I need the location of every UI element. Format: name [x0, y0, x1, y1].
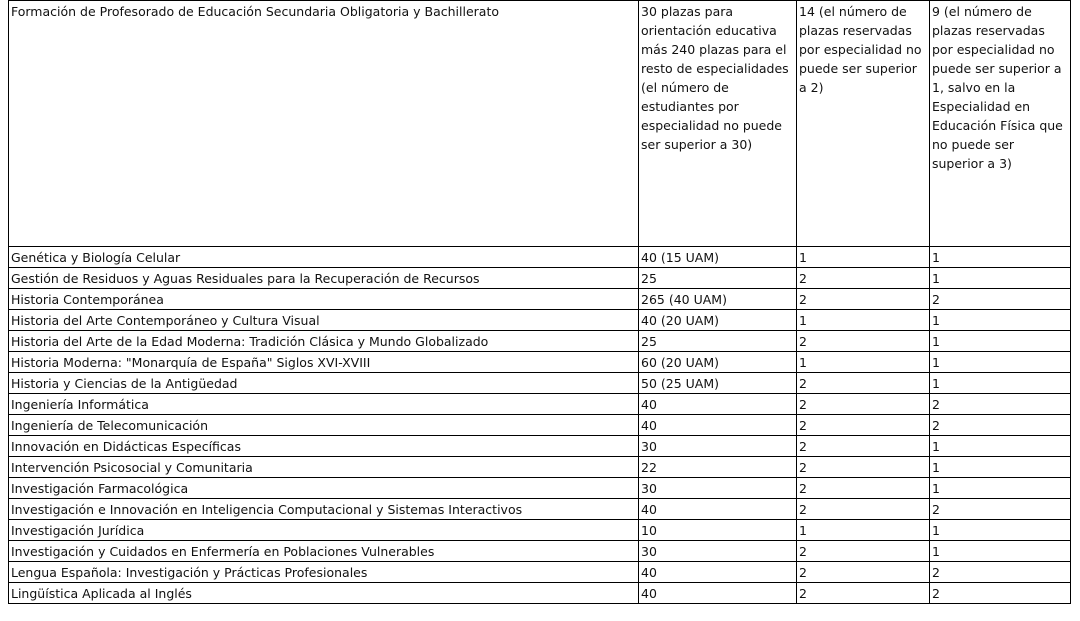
table-row	[9, 457, 1071, 478]
reserved-b-cell: 2	[930, 394, 1071, 415]
reserved-b-cell: 2	[930, 562, 1071, 583]
reserved-a-cell: 2	[797, 457, 930, 478]
reserved-a-cell: 1	[797, 520, 930, 541]
table-row	[9, 373, 1071, 394]
plazas-cell: 50 (25 UAM)	[639, 373, 797, 394]
plazas-cell: 10	[639, 520, 797, 541]
reserved-b-cell: 1	[930, 268, 1071, 289]
table-row	[9, 583, 1071, 604]
degree-name-cell: Lengua Española: Investigación y Prácticas Profesionales	[9, 562, 639, 583]
reserved-b-cell: 1	[930, 331, 1071, 352]
reserved-a-cell: 2	[797, 394, 930, 415]
reserved-a-cell: 2	[797, 541, 930, 562]
table-row	[9, 520, 1071, 541]
degree-name-cell: Formación de Profesorado de Educación Secundaria Obligatoria y Bachillerato	[9, 1, 639, 247]
plazas-cell: 40	[639, 415, 797, 436]
reserved-b-cell: 1	[930, 352, 1071, 373]
degree-name-cell: Historia del Arte de la Edad Moderna: Tradición Clásica y Mundo Globalizado	[9, 331, 639, 352]
plazas-cell: 30	[639, 436, 797, 457]
plazas-cell: 25	[639, 331, 797, 352]
reserved-b-cell: 1	[930, 478, 1071, 499]
table-row	[9, 310, 1071, 331]
table-row	[9, 478, 1071, 499]
table-row	[9, 247, 1071, 268]
plazas-cell: 22	[639, 457, 797, 478]
table-body	[9, 1, 1071, 604]
reserved-b-cell: 2	[930, 499, 1071, 520]
reserved-a-cell: 1	[797, 352, 930, 373]
plazas-cell: 25	[639, 268, 797, 289]
table-row	[9, 289, 1071, 310]
reserved-a-cell: 2	[797, 478, 930, 499]
reserved-b-cell: 1	[930, 457, 1071, 478]
reserved-a-cell: 2	[797, 583, 930, 604]
plazas-cell: 30	[639, 541, 797, 562]
degree-name-cell: Intervención Psicosocial y Comunitaria	[9, 457, 639, 478]
degree-name-cell: Historia Moderna: "Monarquía de España" Siglos XVI-XVIII	[9, 352, 639, 373]
degree-name-cell: Historia del Arte Contemporáneo y Cultura Visual	[9, 310, 639, 331]
reserved-a-cell: 2	[797, 499, 930, 520]
degree-name-cell: Ingeniería de Telecomunicación	[9, 415, 639, 436]
reserved-b-cell: 1	[930, 541, 1071, 562]
degree-name-cell: Investigación Farmacológica	[9, 478, 639, 499]
reserved-a-cell: 14 (el número de plazas reservadas por especialidad no puede ser superior a 2)	[797, 1, 930, 247]
degrees-table	[8, 0, 1071, 604]
reserved-b-cell: 2	[930, 289, 1071, 310]
degree-name-cell: Innovación en Didácticas Específicas	[9, 436, 639, 457]
plazas-cell: 40	[639, 394, 797, 415]
degree-name-cell: Gestión de Residuos y Aguas Residuales para la Recuperación de Recursos	[9, 268, 639, 289]
plazas-cell: 60 (20 UAM)	[639, 352, 797, 373]
plazas-cell: 40 (20 UAM)	[639, 310, 797, 331]
table-row	[9, 436, 1071, 457]
reserved-b-cell: 1	[930, 310, 1071, 331]
plazas-cell: 30	[639, 478, 797, 499]
plazas-cell: 40	[639, 583, 797, 604]
degree-name-cell: Investigación e Innovación en Inteligencia Computacional y Sistemas Interactivos	[9, 499, 639, 520]
reserved-b-cell: 2	[930, 583, 1071, 604]
reserved-b-cell: 2	[930, 415, 1071, 436]
reserved-a-cell: 2	[797, 415, 930, 436]
reserved-b-cell: 1	[930, 520, 1071, 541]
table-row	[9, 352, 1071, 373]
plazas-cell: 30 plazas para orientación educativa más 240 plazas para el resto de especialidades (el número de estudiantes por especialidad no puede ser superior a 30)	[639, 1, 797, 247]
reserved-a-cell: 2	[797, 268, 930, 289]
reserved-a-cell: 2	[797, 436, 930, 457]
table-row	[9, 541, 1071, 562]
plazas-cell: 40	[639, 562, 797, 583]
reserved-b-cell: 1	[930, 373, 1071, 394]
degree-name-cell: Historia Contemporánea	[9, 289, 639, 310]
plazas-cell: 40	[639, 499, 797, 520]
degree-name-cell: Genética y Biología Celular	[9, 247, 639, 268]
table-row	[9, 415, 1071, 436]
reserved-a-cell: 2	[797, 562, 930, 583]
plazas-cell: 40 (15 UAM)	[639, 247, 797, 268]
table-row	[9, 562, 1071, 583]
reserved-b-cell: 9 (el número de plazas reservadas por especialidad no puede ser superior a 1, salvo en la Especialidad en Educación Física que no puede ser superior a 3)	[930, 1, 1071, 247]
table-row	[9, 499, 1071, 520]
table-row	[9, 331, 1071, 352]
table-row	[9, 394, 1071, 415]
reserved-a-cell: 1	[797, 247, 930, 268]
reserved-a-cell: 2	[797, 373, 930, 394]
degree-name-cell: Historia y Ciencias de la Antigüedad	[9, 373, 639, 394]
reserved-b-cell: 1	[930, 436, 1071, 457]
reserved-b-cell: 1	[930, 247, 1071, 268]
degree-name-cell: Investigación Jurídica	[9, 520, 639, 541]
table-row	[9, 268, 1071, 289]
reserved-a-cell: 2	[797, 331, 930, 352]
reserved-a-cell: 2	[797, 289, 930, 310]
table-row	[9, 1, 1071, 247]
reserved-a-cell: 1	[797, 310, 930, 331]
degree-name-cell: Ingeniería Informática	[9, 394, 639, 415]
degree-name-cell: Lingüística Aplicada al Inglés	[9, 583, 639, 604]
plazas-cell: 265 (40 UAM)	[639, 289, 797, 310]
degree-name-cell: Investigación y Cuidados en Enfermería en Poblaciones Vulnerables	[9, 541, 639, 562]
